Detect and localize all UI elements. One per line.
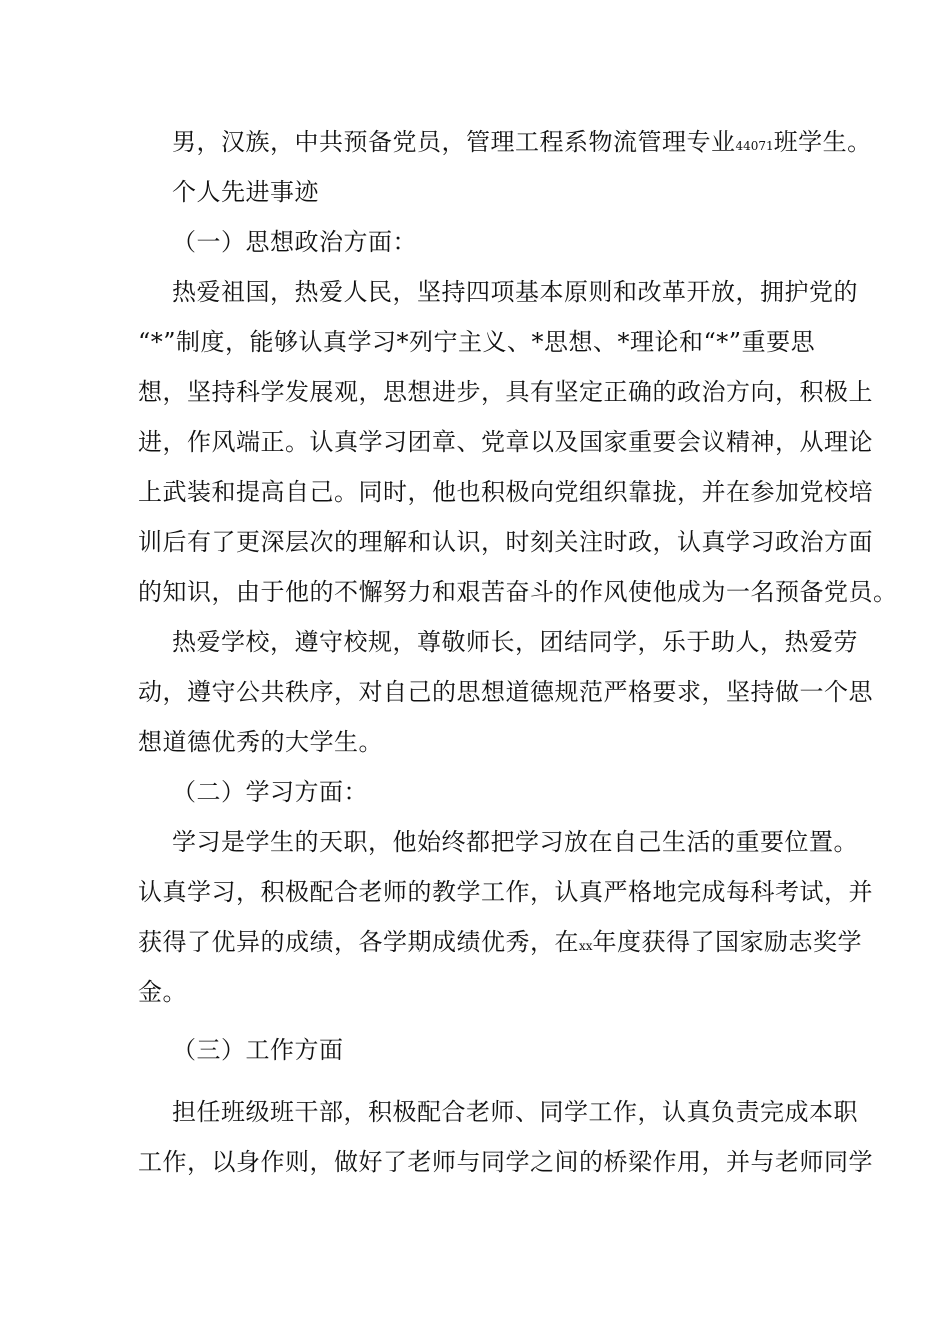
- paragraph-political-line: 进，作风端正。认真学习团章、党章以及国家重要会议精神，从理论: [138, 428, 873, 456]
- paragraph-political-line: 热爱祖国，热爱人民，坚持四项基本原则和改革开放，拥护党的: [172, 278, 858, 306]
- heading-work: （三）工作方面: [172, 1036, 344, 1064]
- paragraph-study-line: 学习是学生的天职，他始终都把学习放在自己生活的重要位置。: [172, 828, 858, 856]
- paragraph-intro: [172, 127, 872, 157]
- study-text: 获得了优异的成绩，各学期成绩优秀，在: [138, 928, 579, 956]
- paragraph-political-line: 想，坚持科学发展观，思想进步，具有坚定正确的政治方向，积极上: [138, 378, 873, 406]
- paragraph-political-line: 上武装和提高自己。同时，他也积极向党组织靠拢，并在参加党校培: [138, 478, 873, 506]
- class-number: 44071: [735, 139, 774, 153]
- paragraph-political-line: 的知识，由于他的不懈努力和艰苦奋斗的作风使他成为一名预备党员。: [138, 578, 898, 606]
- paragraph-work-line: 担任班级班干部，积极配合老师、同学工作，认真负责完成本职: [172, 1098, 858, 1126]
- heading-political: （一）思想政治方面：: [172, 228, 417, 256]
- paragraph-political-line: “*”制度，能够认真学习*列宁主义、*思想、*理论和“*”重要思: [138, 328, 816, 356]
- section-title: 个人先进事迹: [172, 178, 319, 206]
- paragraph-study-line: 金。: [138, 978, 187, 1006]
- intro-text-end: 班学生。: [773, 128, 872, 156]
- paragraph-morality-line: 想道德优秀的大学生。: [138, 728, 383, 756]
- paragraph-study-line: [138, 927, 862, 957]
- paragraph-work-line: 工作，以身作则，做好了老师与同学之间的桥梁作用，并与老师同学: [138, 1148, 873, 1176]
- heading-study: （二）学习方面：: [172, 778, 368, 806]
- paragraph-study-line: 认真学习，积极配合老师的教学工作，认真严格地完成每科考试，并: [138, 878, 873, 906]
- paragraph-morality-line: 热爱学校，遵守校规，尊敬师长，团结同学，乐于助人，热爱劳: [172, 628, 858, 656]
- paragraph-political-line: 训后有了更深层次的理解和认识，时刻关注时政，认真学习政治方面: [138, 528, 873, 556]
- intro-text: 男，汉族，中共预备党员，管理工程系物流管理专业: [172, 128, 736, 156]
- year-placeholder: xx: [579, 939, 593, 953]
- study-text-end: 年度获得了国家励志奖学: [592, 928, 863, 956]
- paragraph-morality-line: 动，遵守公共秩序，对自己的思想道德规范严格要求，坚持做一个思: [138, 678, 873, 706]
